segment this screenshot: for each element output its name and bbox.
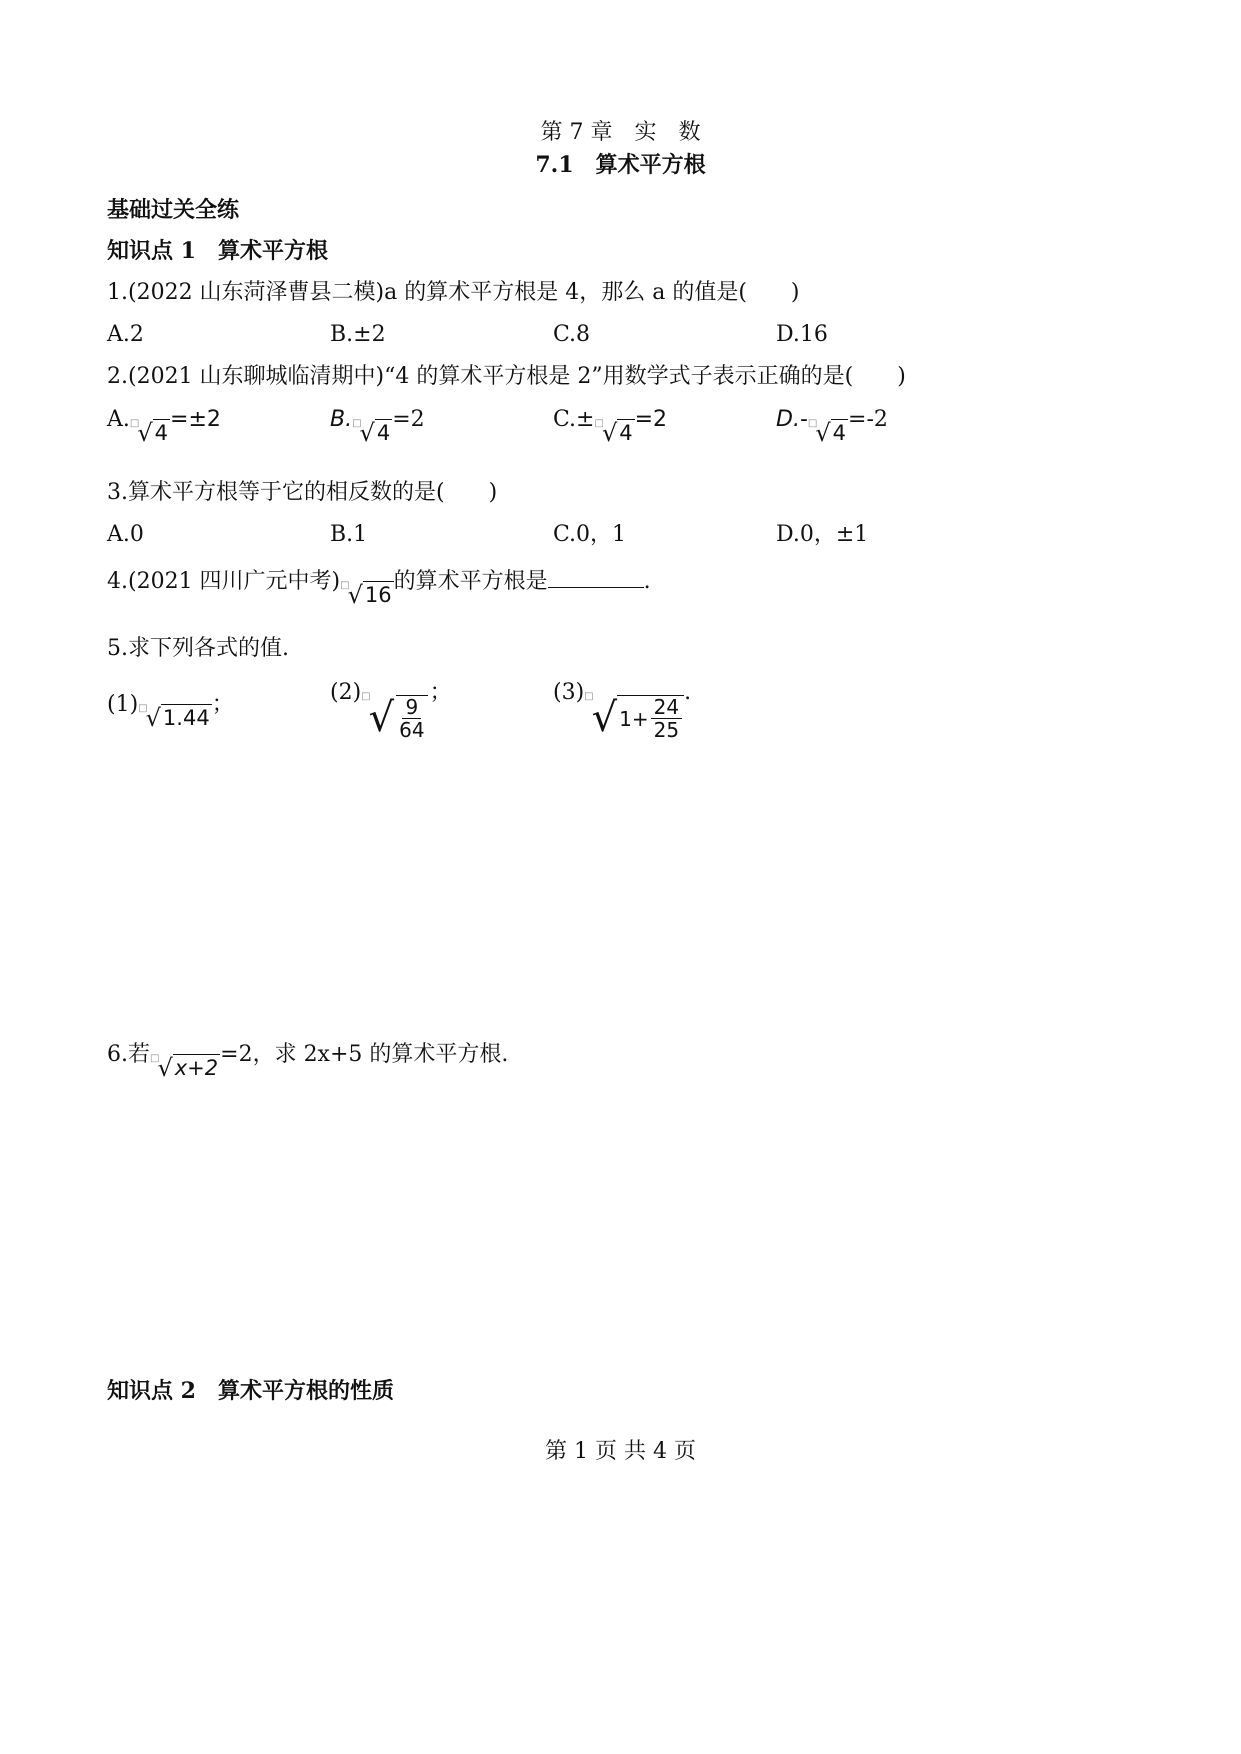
expression-lead: 1+ bbox=[619, 706, 649, 731]
question-5-part-3 bbox=[553, 678, 691, 744]
radicand: 16 bbox=[364, 583, 392, 607]
question-1-option-c: C.8 bbox=[553, 322, 591, 347]
expression-rest: =-2 bbox=[848, 407, 888, 432]
expression-rest: =±2 bbox=[170, 407, 221, 432]
question-2-option-d bbox=[776, 405, 888, 446]
question-4 bbox=[107, 565, 651, 608]
question-3-option-d: D.0，±1 bbox=[776, 522, 869, 547]
sqrt-expression: □ √ x+2 bbox=[150, 1053, 219, 1082]
part-label: (1) bbox=[107, 692, 139, 717]
sqrt-expression: □ √ 4 bbox=[352, 418, 391, 447]
radicand: 4 bbox=[154, 421, 169, 445]
question-6 bbox=[107, 1040, 508, 1081]
fraction-denominator: 25 bbox=[653, 718, 680, 742]
part-end: ； bbox=[211, 692, 234, 717]
knowledge-point-1-heading: 知识点 1 算术平方根 bbox=[107, 238, 328, 264]
question-2-option-a bbox=[107, 405, 221, 446]
radicand: 4 bbox=[619, 421, 633, 445]
sqrt-expression: □ √ 4 bbox=[594, 418, 633, 447]
option-label: A. bbox=[107, 407, 130, 432]
option-label: D. bbox=[776, 407, 800, 432]
sqrt-expression: □ √ $\frac{9}{64}$ bbox=[361, 692, 429, 744]
question-6-prefix: 6.若 bbox=[107, 1042, 150, 1067]
knowledge-point-2-heading: 知识点 2 算术平方根的性质 bbox=[107, 1378, 394, 1404]
question-3-text: 3.算术平方根等于它的相反数的是( ) bbox=[107, 480, 498, 505]
question-5-text: 5.求下列各式的值. bbox=[107, 636, 289, 661]
radicand: 4 bbox=[376, 421, 391, 445]
question-6-suffix: =2，求 2x+5 的算术平方根. bbox=[220, 1042, 509, 1067]
chapter-title: 第 7 章 实 数 bbox=[540, 120, 701, 145]
question-2-option-b bbox=[330, 405, 425, 446]
sqrt-expression: □ √ 1+ $\frac{24}{25}$ bbox=[584, 692, 684, 744]
sqrt-expression: □ √ 4 bbox=[129, 418, 169, 447]
expression-rest: =2 bbox=[634, 407, 668, 432]
section-title: 7.1 算术平方根 bbox=[535, 152, 706, 178]
question-4-suffix: 的算术平方根是 bbox=[393, 569, 548, 594]
question-2-text: 2.(2021 山东聊城临清期中)“4 的算术平方根是 2”用数学式子表示正确的是( ) bbox=[107, 364, 906, 389]
page-footer: 第 1 页 共 4 页 bbox=[545, 1439, 696, 1464]
option-label: C.± bbox=[553, 407, 595, 432]
radicand: 1.44 bbox=[162, 706, 210, 730]
question-5-part-1 bbox=[107, 690, 234, 731]
fraction-numerator: 24 bbox=[651, 696, 682, 719]
sqrt-expression: □ √ 1.44 bbox=[138, 703, 210, 732]
question-1-option-a: A.2 bbox=[107, 322, 144, 347]
radicand: 4 bbox=[832, 421, 847, 445]
question-4-prefix: 4.(2021 四川广元中考) bbox=[107, 569, 341, 594]
sqrt-expression: □ √ 16 bbox=[340, 580, 392, 609]
question-3-option-c: C.0，1 bbox=[553, 522, 627, 547]
part-end: . bbox=[684, 680, 692, 705]
question-2-option-c bbox=[553, 405, 667, 446]
expression-rest: =2 bbox=[392, 407, 425, 432]
question-4-end: . bbox=[643, 569, 651, 594]
option-label: B. bbox=[330, 407, 353, 432]
question-1-option-d: D.16 bbox=[776, 322, 828, 347]
radicand: x+2 bbox=[174, 1056, 219, 1080]
part-label: (2) bbox=[330, 680, 362, 705]
answer-blank[interactable] bbox=[548, 565, 644, 588]
part-label: (3) bbox=[553, 680, 585, 705]
practice-heading: 基础过关全练 bbox=[107, 197, 240, 223]
question-1-option-b: B.±2 bbox=[330, 322, 386, 347]
question-5-part-2 bbox=[330, 678, 452, 744]
minus-sign: - bbox=[799, 407, 808, 432]
fraction-numerator: 9 bbox=[402, 696, 421, 719]
question-3-option-b: B.1 bbox=[330, 522, 368, 547]
fraction-denominator: 64 bbox=[399, 718, 425, 742]
sqrt-expression: □ √ 4 bbox=[807, 418, 847, 447]
question-1-text: 1.(2022 山东菏泽曹县二模)a 的算术平方根是 4，那么 a 的值是( ) bbox=[107, 280, 800, 305]
part-end: ； bbox=[429, 680, 452, 705]
question-3-option-a: A.0 bbox=[107, 522, 144, 547]
